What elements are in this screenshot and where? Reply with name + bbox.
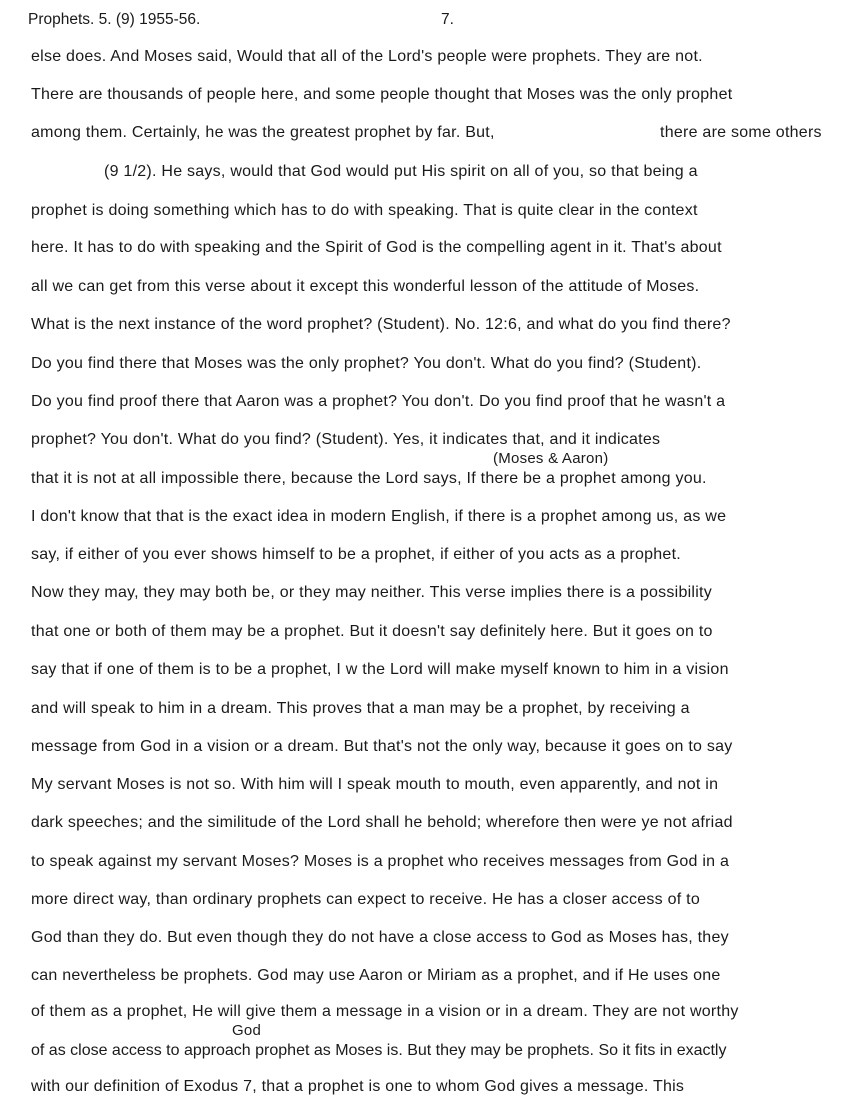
text-line: to speak against my servant Moses? Moses is a prophet who receives messages from God in a — [31, 853, 730, 870]
text-line: and will speak to him in a dream. This proves that a man may be a prophet, by receiving a — [31, 700, 690, 717]
text-line: that one or both of them may be a prophet. But it doesn't say definitely here. But it goes on to — [31, 623, 713, 640]
text-line: there are some others — [660, 124, 822, 141]
text-line: I don't know that that is the exact idea in modern English, if there is a prophet among us, as we — [31, 508, 727, 525]
text-line: God than they do. But even though they do not have a close access to God as Moses has, they — [31, 929, 729, 946]
text-line: prophet? You don't. What do you find? (Student). Yes, it indicates that, and it indicates — [31, 431, 661, 448]
text-line: that it is not at all impossible there, because the Lord says, If there be a prophet among you. — [31, 470, 707, 487]
text-segment: as Moses is. But they may be prophets. So it fits in exactly — [313, 1042, 727, 1059]
document-title: Prophets. 5. (9) 1955-56. — [28, 11, 201, 28]
interlinear-note: (Moses & Aaron) — [493, 450, 609, 467]
text-line: Do you find proof there that Aaron was a prophet? You don't. Do you find proof that he wasn't a — [31, 393, 726, 410]
interlinear-note: God — [232, 1022, 262, 1039]
text-line: Now they may, they may both be, or they may neither. This verse implies there is a possibility — [31, 584, 712, 601]
text-line: prophet is doing something which has to do with speaking. That is quite clear in the context — [31, 202, 698, 219]
text-line: can nevertheless be prophets. God may use Aaron or Miriam as a prophet, and if He uses one — [31, 967, 721, 984]
text-line: dark speeches; and the similitude of the Lord shall he behold; wherefore then were ye not afriad — [31, 814, 733, 831]
text-line: more direct way, than ordinary prophets can expect to receive. He has a closer access of to — [31, 891, 700, 908]
text-line: What is the next instance of the word prophet? (Student). No. 12:6, and what do you find there? — [31, 316, 731, 333]
text-line: say, if either of you ever shows himself to be a prophet, if either of you acts as a prophet. — [31, 546, 681, 563]
text-line: Do you find there that Moses was the only prophet? You don't. What do you find? (Student). — [31, 355, 702, 372]
text-line: of them as a prophet, He will give them a message in a vision or in a dream. They are not worthy — [31, 1003, 739, 1020]
page-number: 7. — [441, 11, 454, 28]
text-line: My servant Moses is not so. With him will I speak mouth to mouth, even apparently, and not in — [31, 776, 719, 793]
struck-word: approach — [183, 1042, 251, 1059]
text-line: here. It has to do with speaking and the Spirit of God is the compelling agent in it. That's about — [31, 239, 722, 256]
text-line: among them. Certainly, he was the greatest prophet by far. But, — [31, 124, 495, 141]
text-line: all we can get from this verse about it except this wonderful lesson of the attitude of Moses. — [31, 278, 700, 295]
text-line: with our definition of Exodus 7, that a prophet is one to whom God gives a message. This — [31, 1078, 685, 1095]
text-segment: of as close access to — [31, 1042, 180, 1059]
overtyped-word: prophet — [255, 1042, 310, 1059]
text-line: say that if one of them is to be a prophet, I w the Lord will make myself known to him in a vision — [31, 661, 729, 678]
text-line: else does. And Moses said, Would that all of the Lord's people were prophets. They are not. — [31, 48, 703, 65]
text-line: message from God in a vision or a dream. But that's not the only way, because it goes on to say — [31, 738, 733, 755]
text-line — [31, 1041, 726, 1061]
text-line: (9 1/2). He says, would that God would put His spirit on all of you, so that being a — [104, 163, 698, 180]
text-line: There are thousands of people here, and some people thought that Moses was the only prophet — [31, 86, 733, 103]
